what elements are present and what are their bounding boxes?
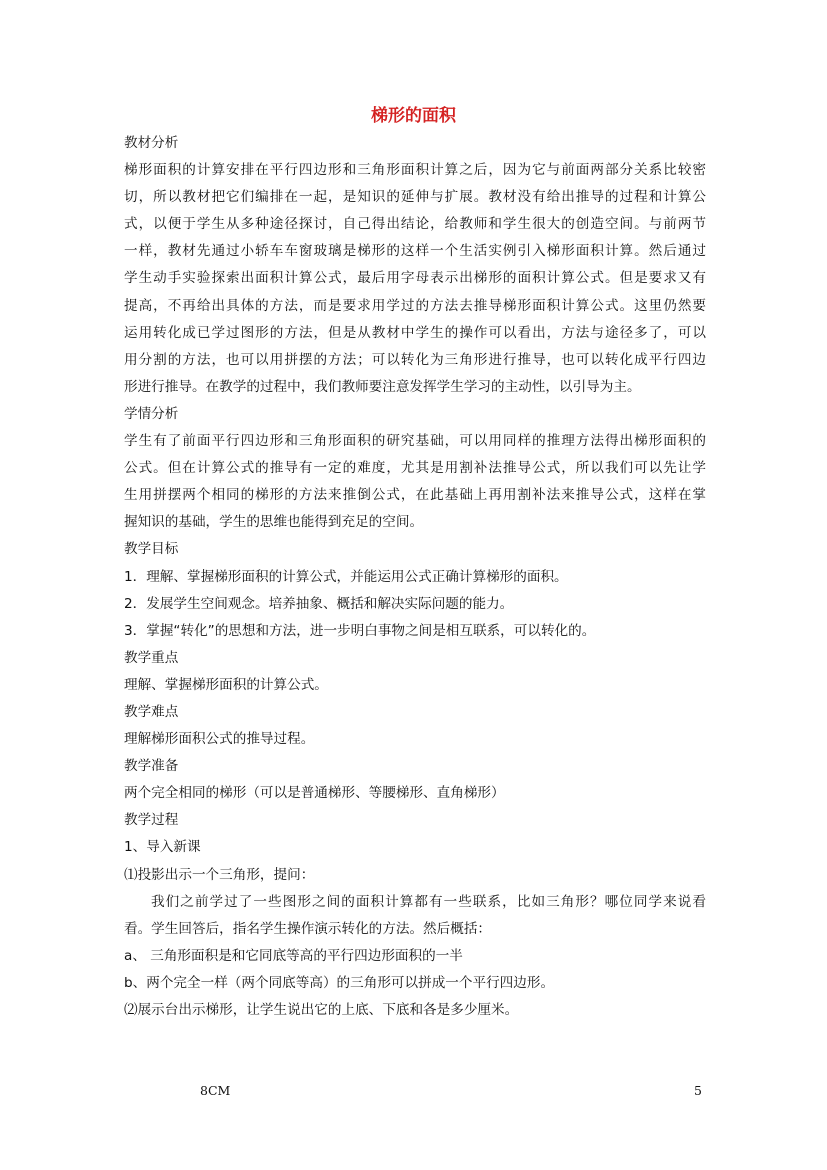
- text-line: 我们之前学过了一些图形之间的面积计算都有一些联系，比如三角形？哪位同学来说看: [151, 893, 706, 910]
- text-line: 学生动手实验探索出面积计算公式，最后用字母表示出梯形的面积计算公式。但是要求又有: [124, 270, 706, 287]
- text-line: 教学难点: [124, 703, 179, 720]
- text-line: 教材分析: [124, 135, 179, 151]
- footer-label: 8CM: [200, 1083, 231, 1098]
- document-body: [124, 130, 706, 1024]
- text-line: 学生有了前面平行四边形和三角形面积的研究基础，可以用同样的推理方法得出梯形面积的: [124, 433, 706, 450]
- text-line: 切，所以教材把它们编排在一起，是知识的延伸与扩展。教材没有给出推导的过程和计算公: [124, 189, 706, 206]
- text-line: 式，以便于学生从多种途径探讨，自己得出结论，给教师和学生很大的创造空间。与前两节: [124, 216, 706, 233]
- text-line: 教学目标: [124, 541, 179, 558]
- text-line: 教学重点: [124, 649, 179, 666]
- text-line: ⑴投影出示一个三角形，提问：: [124, 866, 315, 883]
- text-line: 理解梯形面积公式的推导过程。: [124, 731, 315, 748]
- page-title: 梯形的面积: [371, 106, 456, 126]
- text-line: 教学过程: [124, 812, 179, 829]
- text-line: 用分割的方法，也可以用拼摆的方法；可以转化为三角形进行推导，也可以转化成平行四边: [124, 351, 706, 368]
- text-line: 提高，不再给出具体的方法，而是要求用学过的方法去推导梯形面积计算公式。这里仍然要: [124, 297, 706, 314]
- text-line: 一样，教材先通过小轿车车窗玻璃是梯形的这样一个生活实例引入梯形面积计算。然后通过: [124, 243, 706, 260]
- text-line: 1、导入新课: [124, 839, 201, 856]
- text-line: 形进行推导。在教学的过程中，我们教师要注意发挥学生学习的主动性，以引导为主。: [124, 378, 641, 395]
- text-line: b、两个完全一样（两个同底等高）的三角形可以拼成一个平行四边形。: [124, 974, 555, 991]
- text-line: 运用转化成已学过图形的方法，但是从教材中学生的操作可以看出，方法与途径多了，可以: [124, 324, 706, 341]
- page-number: 5: [694, 1083, 702, 1098]
- text-line: 3．掌握“转化”的思想和方法，进一步明白事物之间是相互联系，可以转化的。: [124, 622, 596, 639]
- text-line: 2．发展学生空间观念。培养抽象、概括和解决实际问题的能力。: [124, 595, 514, 612]
- text-line: 理解、掌握梯形面积的计算公式。: [124, 676, 328, 693]
- text-line: a、 三角形面积是和它同底等高的平行四边形面积的一半: [124, 947, 463, 964]
- text-line: 生用拼摆两个相同的梯形的方法来推倒公式，在此基础上再用割补法来推导公式，这样在掌: [124, 487, 706, 504]
- text-line: 学情分析: [124, 405, 179, 422]
- text-line: 公式。但在计算公式的推导有一定的难度，尤其是用割补法推导公式，所以我们可以先让学: [124, 460, 706, 477]
- text-line: 两个完全相同的梯形（可以是普通梯形、等腰梯形、直角梯形）: [124, 785, 505, 802]
- text-line: 看。学生回答后，指名学生操作演示转化的方法。然后概括：: [124, 920, 492, 937]
- text-line: 握知识的基础，学生的思维也能得到充足的空间。: [124, 514, 424, 531]
- text-line: 1．理解、掌握梯形面积的计算公式，并能运用公式正确计算梯形的面积。: [124, 568, 568, 585]
- text-line: 教学准备: [124, 758, 179, 775]
- text-line: ⑵展示台出示梯形，让学生说出它的上底、下底和各是多少厘米。: [124, 1002, 519, 1018]
- text-line: 梯形面积的计算安排在平行四边形和三角形面积计算之后，因为它与前面两部分关系比较密: [124, 162, 706, 179]
